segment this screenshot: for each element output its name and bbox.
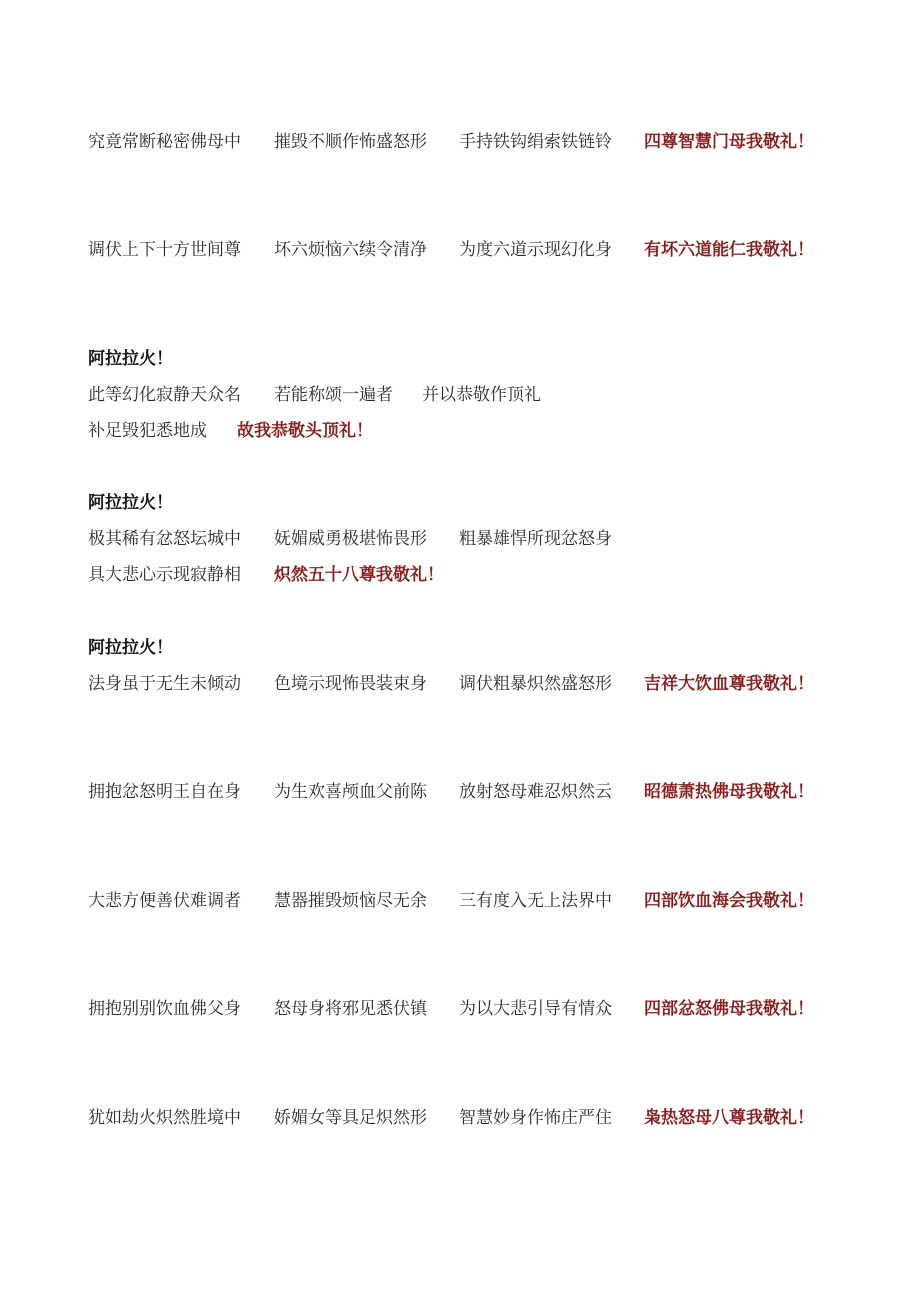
verse-phrase: 若能称颂一遍者 [274,385,393,405]
verse-phrase: 娇媚女等具足炽然形 [274,1108,427,1128]
section-heading: 阿拉拉火！ [88,493,173,513]
verse-phrase: 慧器摧毁烦恼尽无余 [274,891,427,911]
homage-phrase: 四部饮血海会我敬礼！ [644,891,814,911]
verse-phrase: 具大悲心示现寂静相 [88,565,241,585]
verse-phrase: 妩媚威勇极堪怖畏形 [274,529,427,549]
verse-phrase: 为度六道示现幻化身 [459,240,612,260]
verse-phrase: 补足毁犯悉地成 [88,421,207,441]
homage-phrase: 四尊智慧门母我敬礼！ [644,132,814,152]
verse-phrase: 此等幻化寂静天众名 [88,385,241,405]
verse-phrase: 怒母身将邪见悉伏镇 [274,999,427,1019]
verse-phrase: 拥抱别别饮血佛父身 [88,999,241,1019]
homage-phrase: 炽然五十八尊我敬礼！ [274,565,444,585]
verse-phrase: 放射怒母难忍炽然云 [459,782,612,802]
homage-phrase: 吉祥大饮血尊我敬礼！ [644,674,814,694]
verse-phrase: 粗暴雄悍所现忿怒身 [459,529,612,549]
verse-phrase: 坏六烦恼六续令清净 [274,240,427,260]
verse-phrase: 调伏粗暴炽然盛怒形 [459,674,612,694]
homage-phrase: 四部忿怒佛母我敬礼！ [644,999,814,1019]
homage-phrase: 故我恭敬头顶礼！ [237,421,373,441]
homage-phrase: 有坏六道能仁我敬礼！ [644,240,814,260]
homage-phrase: 昭德萧热佛母我敬礼！ [644,782,814,802]
verse-phrase: 法身虽于无生未倾动 [88,674,241,694]
verse-phrase: 并以恭敬作顶礼 [422,385,541,405]
verse-phrase: 手持铁钩绢索铁链铃 [459,132,612,152]
verse-phrase: 犹如劫火炽然胜境中 [88,1108,241,1128]
verse-phrase: 为生欢喜颅血父前陈 [274,782,427,802]
verse-phrase: 智慧妙身作怖庄严住 [459,1108,612,1128]
section-heading: 阿拉拉火！ [88,349,173,369]
verse-phrase: 大悲方便善伏难调者 [88,891,241,911]
verse-phrase: 拥抱忿怒明王自在身 [88,782,241,802]
verse-phrase: 究竟常断秘密佛母中 [88,132,241,152]
verse-phrase: 色境示现怖畏装束身 [274,674,427,694]
verse-phrase: 调伏上下十方世间尊 [88,240,241,260]
verse-phrase: 极其稀有忿怒坛城中 [88,529,241,549]
verse-phrase: 为以大悲引导有情众 [459,999,612,1019]
homage-phrase: 枭热怒母八尊我敬礼！ [644,1108,814,1128]
verse-phrase: 三有度入无上法界中 [459,891,612,911]
verse-phrase: 摧毁不顺作怖盛怒形 [274,132,427,152]
section-heading: 阿拉拉火！ [88,638,173,658]
